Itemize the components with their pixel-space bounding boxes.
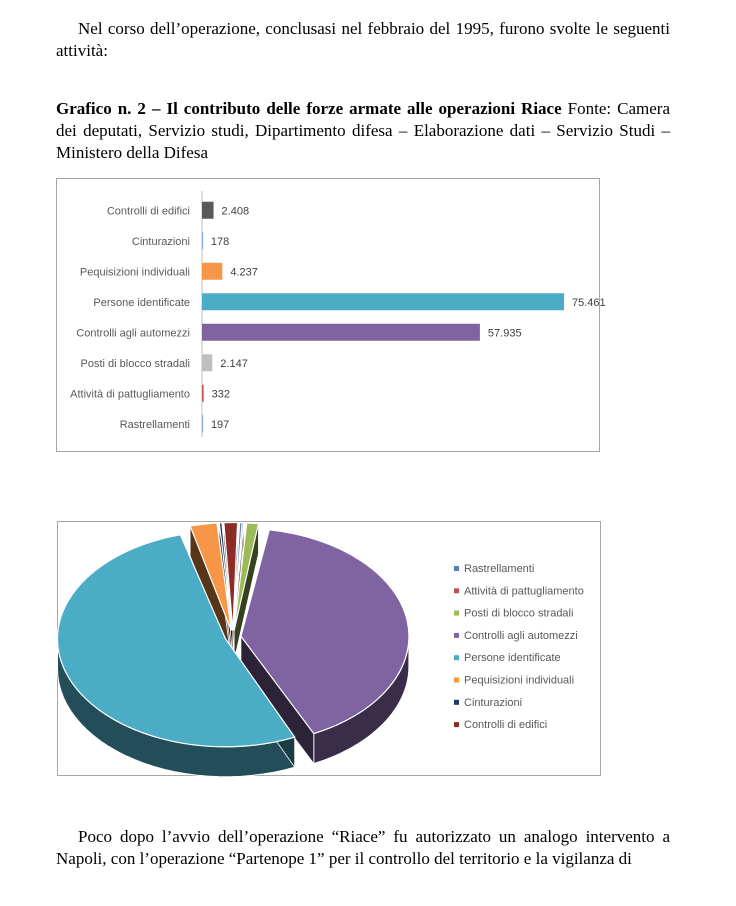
legend-label: Controlli agli automezzi xyxy=(464,629,578,642)
bar-chart xyxy=(56,178,606,452)
bar-value-label: 75.461 xyxy=(572,296,606,309)
pie-slices xyxy=(57,523,408,777)
bar-value-label: 2.408 xyxy=(221,205,250,218)
bar-category-label: Rastrellamenti xyxy=(119,418,190,431)
legend-swatch-attivita-di-pattugliamento xyxy=(454,588,459,593)
legend-label: Pequisizioni individuali xyxy=(464,674,575,687)
legend-swatch-cinturazioni xyxy=(454,700,459,705)
bar-category-label: Posti di blocco stradali xyxy=(80,357,190,370)
legend-label: Controlli di edifici xyxy=(464,719,548,732)
legend-label: Cinturazioni xyxy=(464,696,523,709)
bar-rastrellamenti xyxy=(202,415,203,432)
legend-label: Rastrellamenti xyxy=(464,563,535,575)
bar-category-label: Controlli agli automezzi xyxy=(76,327,190,340)
legend-label: Attività di pattugliamento xyxy=(464,585,584,598)
bar-category-label: Cinturazioni xyxy=(131,235,190,248)
pie-chart-svg xyxy=(58,522,602,777)
bar-category-label: Attività di pattugliamento xyxy=(70,388,190,401)
intro-paragraph: Nel corso dell’operazione, conclusasi nel febbraio del 1995, furono svolte le seguenti attività: xyxy=(56,19,670,60)
bar-category-label: Persone identificate xyxy=(93,296,190,309)
legend-swatch-persone-identificate xyxy=(454,655,459,660)
legend-swatch-controlli-agli-automezzi xyxy=(454,633,459,638)
bar-category-label: Pequisizioni individuali xyxy=(79,266,190,279)
bar-chart-svg xyxy=(57,179,606,453)
caption-title: Grafico n. 2 – Il contributo delle forze armate alle operazioni Riace xyxy=(56,99,562,118)
pie-chart xyxy=(57,521,601,776)
bar-controlli-di-edifici xyxy=(202,202,214,219)
bar-persone-identificate xyxy=(202,293,564,310)
bar-category-label: Controlli di edifici xyxy=(106,205,190,218)
bar-value-label: 197 xyxy=(210,418,230,431)
following-paragraph: Poco dopo l’avvio dell’operazione “Riace” fu autorizzato un analogo intervento a Napoli, con l’operazione “Partenope 1” per il controllo del territorio e la vigilanza di xyxy=(56,827,670,868)
legend-swatch-pequisizioni-individuali xyxy=(454,678,459,683)
bar-value-label: 57.935 xyxy=(487,327,522,340)
bar-value-label: 2.147 xyxy=(220,357,248,370)
figure-caption xyxy=(56,98,670,164)
bar-pequisizioni-individuali xyxy=(202,263,222,280)
legend-swatch-posti-di-blocco-stradali xyxy=(454,611,459,616)
bar-attivita-di-pattugliamento xyxy=(202,385,204,402)
legend-swatch-controlli-di-edifici xyxy=(454,722,459,727)
caption-source: Fonte: Camera dei deputati, Servizio studi, Dipartimento difesa – Elaborazione dati – Servizio Studi – Ministero della Difesa xyxy=(56,99,670,162)
legend-swatch-rastrellamenti xyxy=(454,566,459,571)
bar-posti-di-blocco-stradali xyxy=(202,354,212,371)
bar-value-label: 178 xyxy=(210,235,230,248)
legend-label: Posti di blocco stradali xyxy=(464,607,574,620)
bar-value-label: 332 xyxy=(211,388,230,401)
bar-value-label: 4.237 xyxy=(230,266,258,279)
bar-cinturazioni xyxy=(202,232,203,249)
bar-controlli-agli-automezzi xyxy=(202,324,480,341)
legend-label: Persone identificate xyxy=(464,652,561,665)
